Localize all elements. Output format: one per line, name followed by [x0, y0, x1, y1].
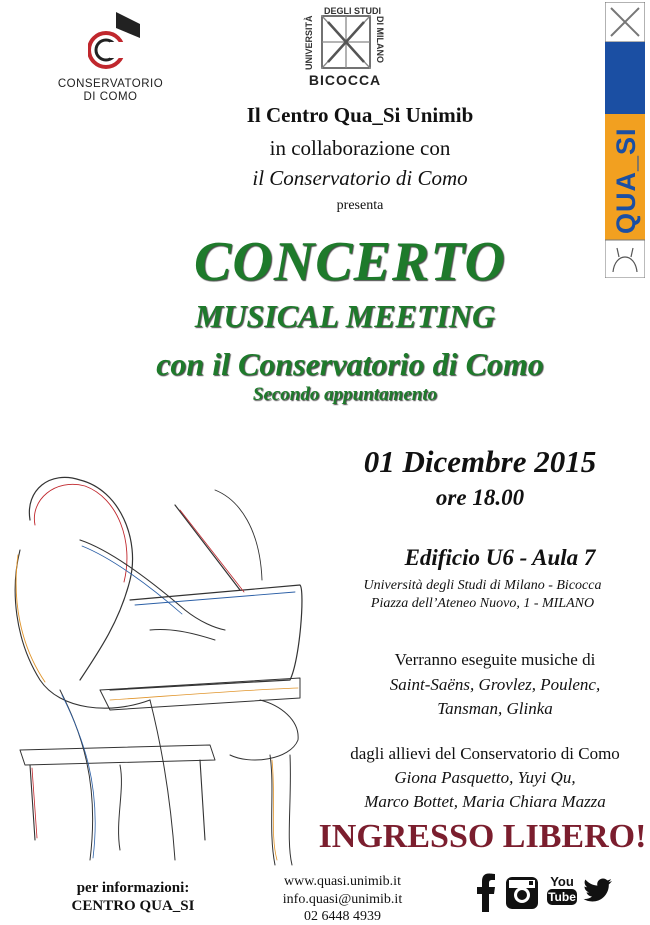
program-composers-line2: Tansman, Glinka [437, 699, 553, 718]
venue-room: Edificio U6 - Aula 7 [404, 545, 596, 570]
website-link[interactable]: www.quasi.unimib.it [284, 874, 401, 889]
info-label: per informazioni: [76, 880, 190, 896]
bicocca-name: BICOCCA [308, 72, 382, 88]
event-date: 01 Dicembre 2015 [363, 444, 597, 479]
quasi-logo [605, 2, 645, 278]
instagram-icon[interactable] [505, 876, 539, 910]
program-composers-line1: Saint-Saëns, Grovlez, Poulenc, [389, 675, 601, 694]
performers-intro: dagli allievi del Conservatorio di Como [350, 744, 620, 763]
event-title: CONCERTO [194, 231, 506, 293]
piano-illustration [0, 360, 330, 880]
event-with: con il Conservatorio di Como [156, 346, 544, 382]
conservatorio-mark-icon [88, 10, 148, 72]
collaboration-line: in collaborazione con [269, 136, 451, 160]
conservatorio-logo [48, 10, 173, 105]
performers-names-line2: Marco Bottet, Maria Chiara Mazza [364, 792, 606, 811]
facebook-icon[interactable] [475, 872, 497, 912]
performers-names-line1: Giona Pasquetto, Yuyi Qu, [394, 768, 576, 787]
bicocca-side-left: UNIVERSITÀ [304, 15, 314, 70]
conservatorio-logo-line1: CONSERVATORIO [57, 78, 164, 90]
youtube-icon[interactable] [547, 874, 577, 905]
twitter-icon[interactable] [583, 878, 613, 904]
youtube-icon-text-top: You [550, 874, 574, 889]
phone-number: 02 6448 4939 [304, 909, 381, 924]
bicocca-side-right: DI MILANO [375, 16, 385, 63]
email-link[interactable]: info.quasi@unimib.it [282, 892, 403, 907]
program-intro: Verranno eseguite musiche di [394, 650, 596, 669]
info-org: CENTRO QUA_SI [71, 898, 195, 914]
bicocca-top-text: DEGLI STUDI [324, 6, 382, 16]
bicocca-logo [300, 4, 390, 94]
venue-university: Università degli Studi di Milano - Bicocca [363, 578, 602, 593]
event-subtitle: MUSICAL MEETING [194, 298, 496, 334]
event-edition: Secondo appuntamento [252, 384, 438, 405]
organizer-title: Il Centro Qua_Si Unimib [246, 103, 474, 127]
partner-line: il Conservatorio di Como [252, 166, 468, 190]
event-time: ore 18.00 [435, 485, 525, 510]
social-icons [475, 872, 615, 917]
venue-address: Piazza dell’Ateneo Nuovo, 1 - MILANO [370, 596, 595, 611]
presents-line: presenta [336, 198, 384, 213]
youtube-icon-text-bottom: Tube [548, 890, 576, 904]
admission-banner: INGRESSO LIBERO! [318, 818, 647, 855]
conservatorio-logo-line2: DI COMO [83, 91, 138, 103]
quasi-logo-text: QUA_SI [611, 127, 641, 234]
